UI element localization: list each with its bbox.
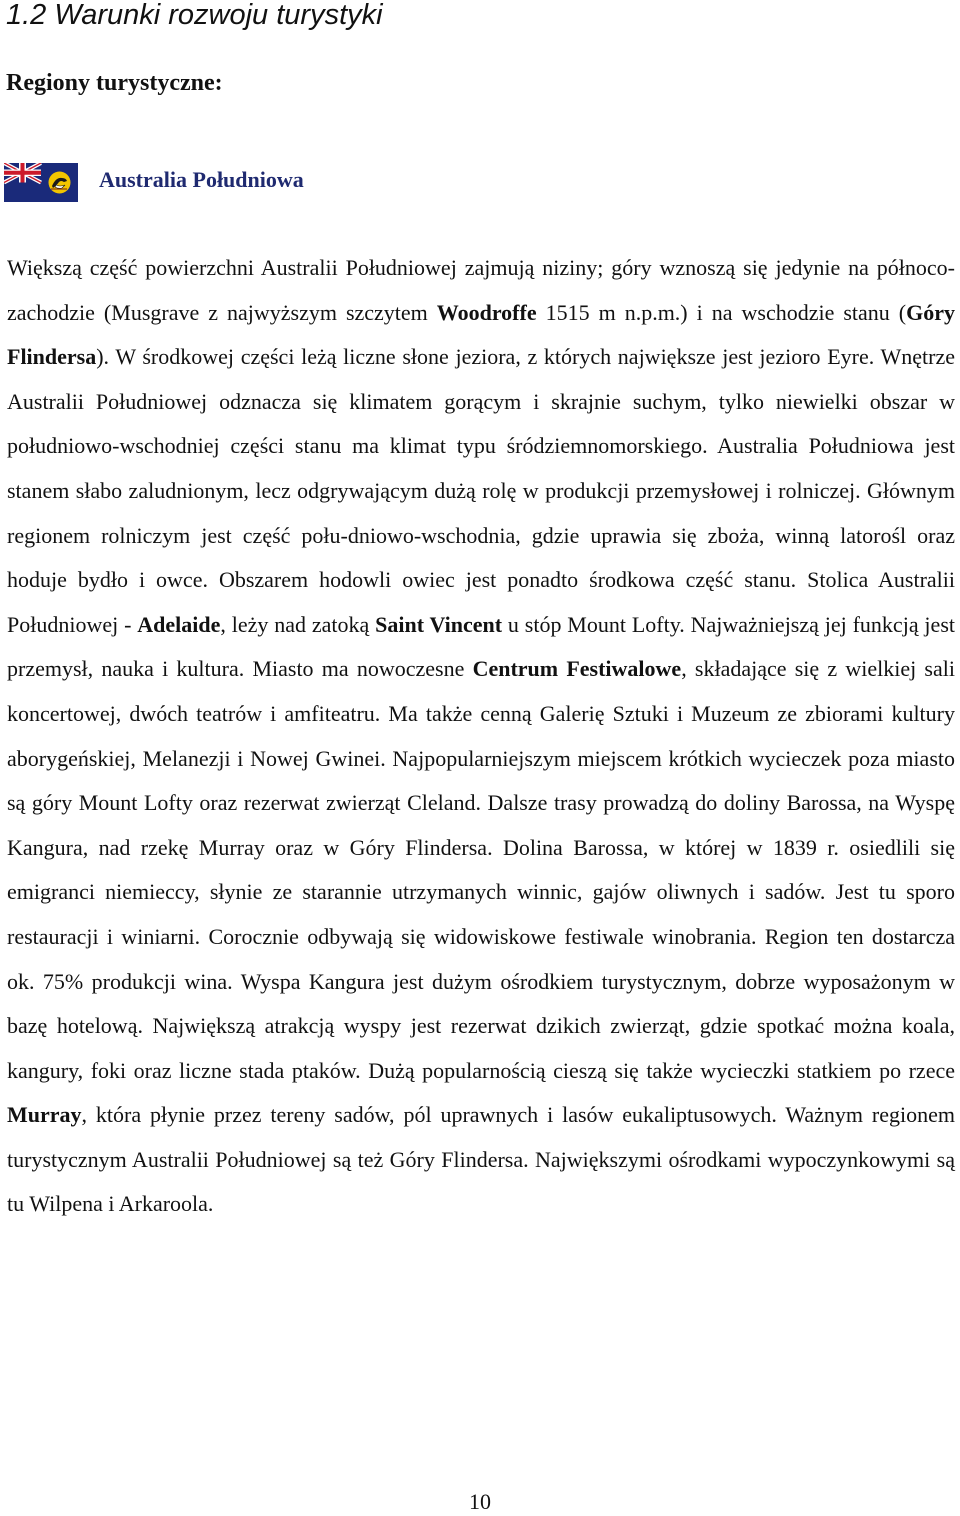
bold-term: Adelaide <box>137 611 221 637</box>
bold-term: Woodroffe <box>436 299 537 325</box>
south-australia-flag-icon <box>4 163 78 202</box>
region-description <box>7 246 955 1227</box>
text-run: , która płynie przez tereny sadów, pól uprawnych i lasów eukaliptusowych. Ważnym regionem turystycznym Australii Południowej są też Góry Flindersa. Największymi ośrodkami wypoczynkowymi są tu Wilpena i Arkaroola. <box>7 1102 955 1217</box>
bold-term: Góry Flindersa <box>7 299 955 370</box>
bold-term: Centrum Festiwalowe <box>472 656 682 682</box>
bold-term: Saint Vincent <box>375 611 503 637</box>
union-jack-canton <box>4 163 41 183</box>
text-run: , składające się z wielkiej sali koncertowej, dwóch teatrów i amfiteatru. Ma także cenną Galerię Sztuki i Muzeum ze zbiorami kultury aborygeńskiej, Melanezji i Nowej Gwinei. Najpopularniejszym miejscem krótkich wycieczek poza miasto są góry Mount Lofty oraz rezerwat zwierząt Cleland. Dalsze trasy prowadzą do doliny Barossa, na Wyspę Kangura, nad rzekę Murray oraz w Góry Flindersa. Dolina Barossa, w której w 1839 r. osiedlili się emigranci niemieccy, słynie ze starannie utrzymanych winnic, gajów oliwnych i sadów. Jest tu sporo restauracji i winiarni. Corocznie odbywają się widowiskowe festiwale winobrania. Region ten dostarcza ok. 75% produkcji wina. Wyspa Kangura jest dużym ośrodkiem turystycznym, dobrze wyposażonym w bazę hotelową. Największą atrakcją wyspy jest rezerwat dzikich zwierząt, gdzie spotkać można koala, kangury, foki oraz liczne stada ptaków. Dużą popularnością cieszą się także wycieczki statkiem po rzece <box>7 656 955 1083</box>
section-heading: 1.2 Warunki rozwoju turystyki <box>6 0 383 31</box>
text-run: Większą część powierzchni Australii Południowej zajmują niziny; góry wznoszą się jedynie na północo-zachodzie (Musgrave z najwyższym szczytem <box>7 255 955 325</box>
subsection-heading: Regiony turystyczne: <box>6 70 223 96</box>
text-run: u stóp Mount Lofty. Najważniejszą jej funkcją jest przemysł, nauka i kultura. Miasto ma nowoczesne <box>7 611 955 682</box>
text-run: , leży nad zatoką <box>220 611 376 637</box>
piping-shrike-badge <box>49 172 71 194</box>
region-title: Australia Południowa <box>99 167 304 192</box>
text-run: 1515 m n.p.m.) i na wschodzie stanu ( <box>536 299 907 325</box>
text-run: ). W środkowej części leżą liczne słone jeziora, z których największe jest jezioro Eyre. Wnętrze Australii Południowej odznacza się klimatem gorącym i skrajnie suchym, tylko niewielki obszar w południowo-wschodniej części stanu ma klimat typu śródziemnomorskiego. Australia Południowa jest stanem słabo zaludnionym, lecz odgrywającym dużą rolę w produkcji przemysłowej i rolniczej. Głównym regionem rolniczym jest część połu-dniowo-wschodnia, gdzie uprawia się zboża, winną latorośl oraz hoduje bydło i owce. Obszarem hodowli owiec jest ponadto środkowa część stanu. Stolica Australii Południowej - <box>7 344 955 637</box>
bold-term: Murray <box>7 1102 82 1128</box>
page-number: 10 <box>469 1489 491 1514</box>
